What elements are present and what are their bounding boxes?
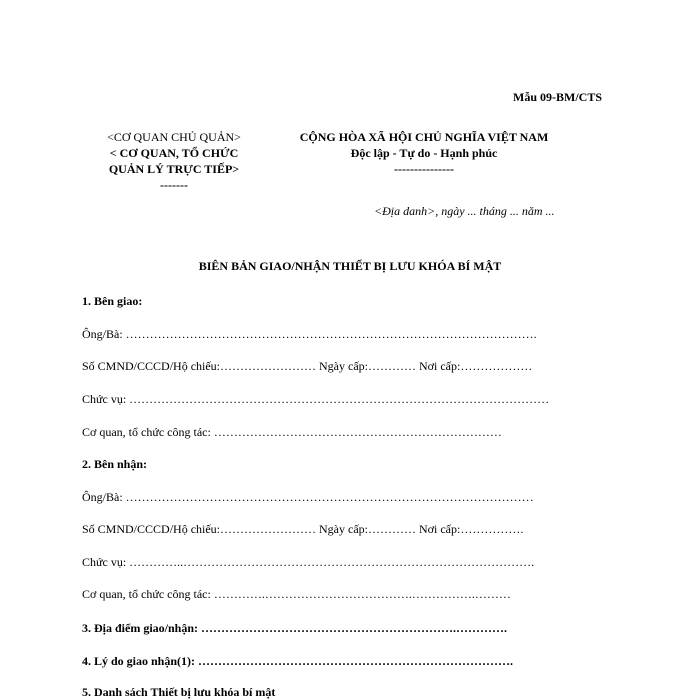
giver-name-line: Ông/Bà: …………………………………………………………………………………………. — [82, 327, 537, 341]
section-2-heading: 2. Bên nhận: — [82, 457, 148, 471]
section-3-line: 3. Địa điểm giao/nhận: ……………………………………………………….…………. — [82, 621, 508, 635]
section-5-heading: 5. Danh sách Thiết bị lưu khóa bí mật — [82, 685, 276, 699]
document-title: BIÊN BẢN GIAO/NHẬN THIẾT BỊ LƯU KHÓA BÍ MẬT — [198, 259, 502, 273]
receiver-position-line: Chức vụ: …………..……………………………………………………………………………. — [82, 555, 535, 569]
giver-id-line: Số CMND/CCCD/Hộ chiếu:…………………… Ngày cấp:………… Nơi cấp:……………… — [82, 359, 533, 373]
place-date: <Địa danh>, ngày ... tháng ... năm ... — [374, 204, 555, 218]
section-4-line: 4. Lý do giao nhận(1): ……………………………………………………………………. — [82, 654, 514, 668]
giver-position-line: Chức vụ: …………………………………………………………………………………………… — [82, 392, 550, 406]
receiver-org-line: Cơ quan, tổ chức công tác: ………….……………………………….…………….……… — [82, 587, 511, 601]
receiver-name-line: Ông/Bà: ………………………………………………………………………………………… — [82, 490, 534, 504]
section-1-heading: 1. Bên giao: — [82, 294, 143, 308]
agency-line-3: QUẢN LÝ TRỰC TIẾP> — [108, 162, 240, 176]
agency-line-1: <CƠ QUAN CHỦ QUẢN> — [107, 130, 241, 144]
national-title: CỘNG HÒA XÃ HỘI CHỦ NGHĨA VIỆT NAM — [299, 130, 549, 144]
agency-divider: ------- — [160, 178, 188, 192]
national-divider: --------------- — [394, 162, 454, 176]
agency-line-2: < CƠ QUAN, TỔ CHỨC — [109, 146, 239, 160]
receiver-id-line: Số CMND/CCCD/Hộ chiếu:…………………… Ngày cấp:………… Nơi cấp:……………. — [82, 522, 524, 536]
giver-org-line: Cơ quan, tổ chức công tác: ……………………………………………………………… — [82, 425, 502, 439]
national-motto: Độc lập - Tự do - Hạnh phúc — [350, 146, 498, 160]
form-code: Mẫu 09-BM/CTS — [513, 90, 603, 104]
